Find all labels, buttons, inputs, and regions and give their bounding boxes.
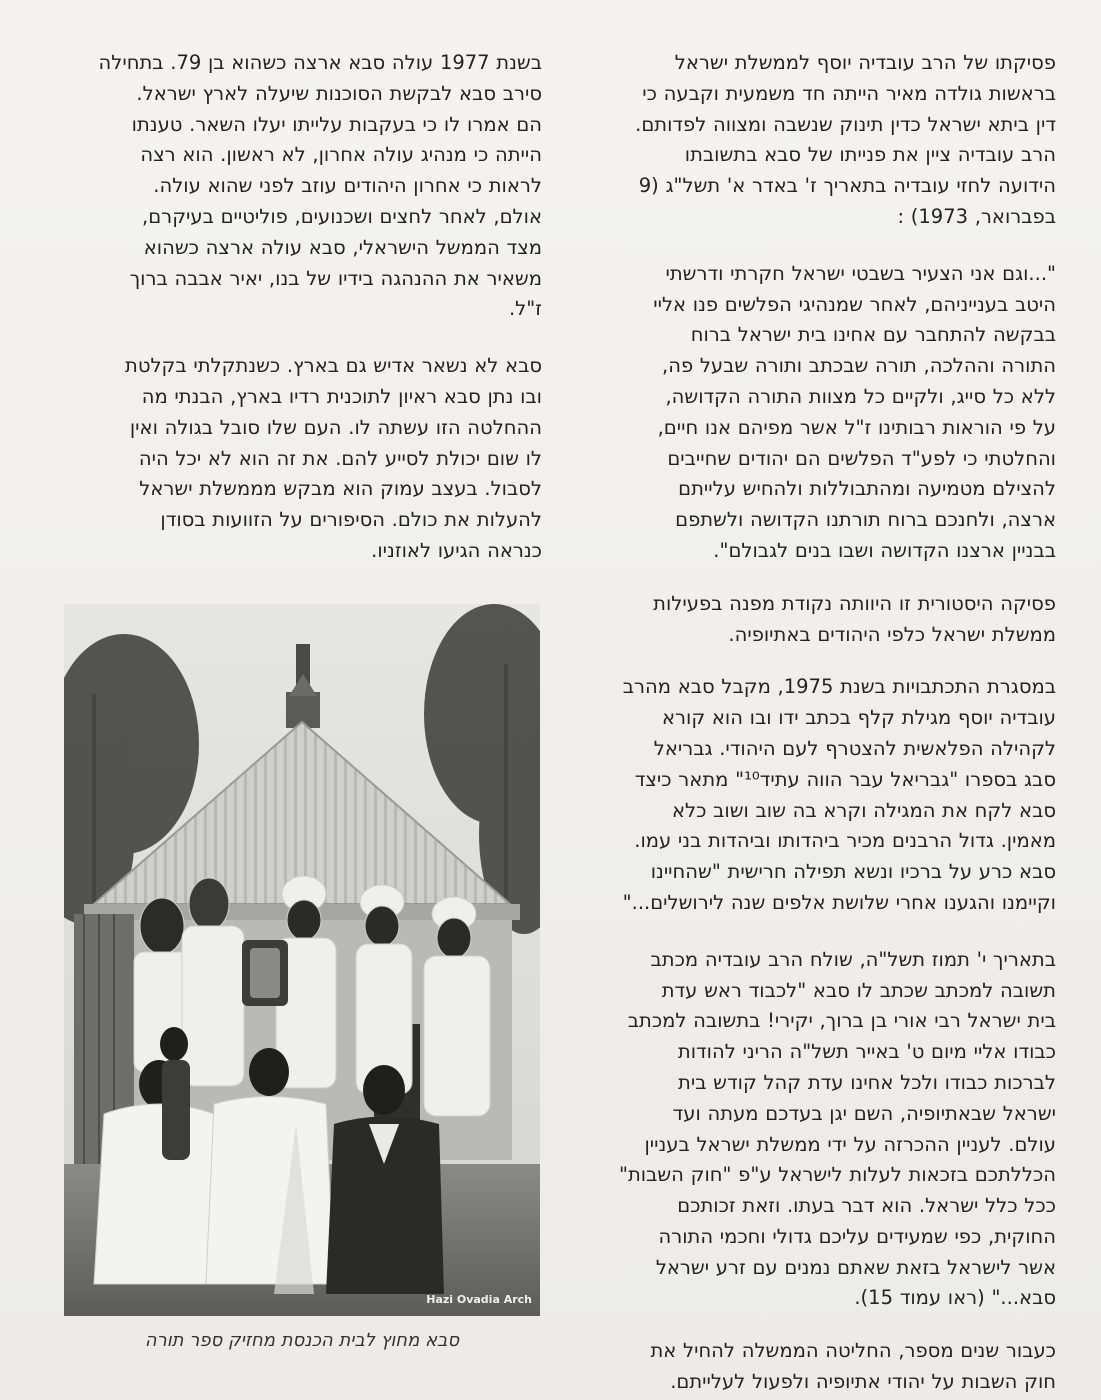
paragraph-scroll-1975: במסגרת התכתבויות בשנת 1975, מקבל סבא מהרב עובדיה יוסף מגילת קלף בכתב ידו ובו הוא קורא לקהילה הפלאשית להצטרף לעם היהודי. גבריאל סבג בספרו "גבריאל עבר הווה עתיד¹⁰" מתאר כיצד סבא לקח את המגילה וקרא בה שוב ושוב כלא מאמין. גדול הרבנים מכיר ביהדותו וביהדות בני עמו. סבא כרע על ברכיו ונשא תפילה חרישית "שהחיינו וקיימנו והגענו אחרי שלושת אלפים שנה לירושלים...": [622, 675, 1056, 914]
paragraph-ruling: פסיקתו של הרב עובדיה יוסף לממשלת ישראל בראשות גולדה מאיר הייתה חד משמעית וקבעה כי דין ביתא ישראל כדין תינוק שנשבה ומצווה לפדותם. הרב עובדיה ציין את פנייתו של סבא בתשובתו הידועה לחזי עובדיה בתאריך ז' באדר א' תשל"ג (9 בפברואר, 1973) :: [635, 51, 1056, 228]
paragraph-quote: "...וגם אני הצעיר בשבטי ישראל חקרתי ודרשתי היטב בענייניהם, לאחר שמנהיגי הפלשים פנו אליי בבקשה להתחבר עם אחינו בית ישראל ברוח התורה וההלכה, תורה שבכתב ותורה שבעל פה, ללא כל סייג, ולקיים כל מצוות התורה הקדושה, על פי הוראות רבותינו ז"ל אשר מפיהם אנו חיים, והחלטתי כי לפע"ד הפלשים הם יהודים שחייבים להצילם מטמיעה ומהתבוללות ולהחיש עלייתם ארצה, ולחנכם ברוח תורתנו הקדושה ולשתפם בבניין ארצנו הקדושה ושבו בנים לגבולם".: [653, 261, 1056, 562]
archive-watermark: Hazi Ovadia Arch: [426, 1293, 532, 1306]
paragraph-radio-interview: סבא לא נשאר אדיש גם בארץ. כשנתקלתי בקלטת ובו נתן סבא ראיון לתוכנית רדיו בארץ, הבנתי מה ההחלטה הזו עשתה לו. העם שלו סובל בגולה ואין לו שום יכולת לסייע להם. את זה הוא לא יכל היה לסבול. בעצב עמוק הוא מבקש מממשלת ישראל להעלות את כולם. הסיפורים על הזוועות בסודן כנראה הגיעו לאוזניו.: [125, 354, 542, 562]
photo-caption: סבא מחוץ לבית הכנסת מחזיק ספר תורה: [144, 1330, 460, 1351]
photo-illustration: [64, 604, 540, 1316]
paragraph-turning-point: פסיקה היסטורית זו היוותה נקודת מפנה בפעילות ממשלת ישראל כלפי היהודים באתיופיה.: [653, 591, 1056, 646]
paragraph-letter: בתאריך י' תמוז תשל"ה, שולח הרב עובדיה מכתב תשובה למכתב שכתב לו סבא "לכבוד ראש עדת בית ישראל רבי אורי בן ברוך, יקירי! בתשובה למכתב כבודו אליי מיום ט' באייר תשל"ה הריני להודות לברכות כבודו ולכל אחינו עדת קהל קודש בית ישראל שבאתיופיה, השם יגן בעדכם מעתה ועד עולם. לעניין ההכרזה על ידי ממשלת ישראל בעניין הכללתכם בזכאות לעלות לישראל ע"פ "חוק השבות" ככל כלל ישראל. הוא דבר בעתו. וזאת זכותכם החוקית, כפי שמעידים עליכם גדולי וחכמי התורה אשר לישראל בזאת שאתם נמנים עם זרע ישראל סבא..." (ראו עמוד 15).: [619, 947, 1056, 1310]
historical-photo: [64, 604, 540, 1316]
paragraph-law-of-return: כעבור שנים מספר, החליטה הממשלה להחיל את חוק השבות על יהודי אתיופיה ולפעול לעלייתם.: [650, 1339, 1056, 1394]
left-text-column: [64, 48, 542, 567]
right-text-column: [578, 48, 1056, 1398]
paragraph-aliyah-1977: בשנת 1977 עולה סבא ארצה כשהוא בן 79. בתחילה סירב סבא לבקשת הסוכנות שיעלה לארץ ישראל. הם אמרו לו כי בעקבות עלייתו יעלו השאר. טענתו הייתה כי מנהיג עולה אחרון, לא ראשון. הוא רצה לראות כי אחרון היהודים עוזב לפני שהוא עולה. אולם, לאחר לחצים ושכנועים, פוליטיים בעיקרם, מצד הממשל הישראלי, סבא עולה ארצה כשהוא משאיר את ההנהגה בידיו של בנו, יאיר אבבה ברוך ז"ל.: [98, 51, 542, 321]
